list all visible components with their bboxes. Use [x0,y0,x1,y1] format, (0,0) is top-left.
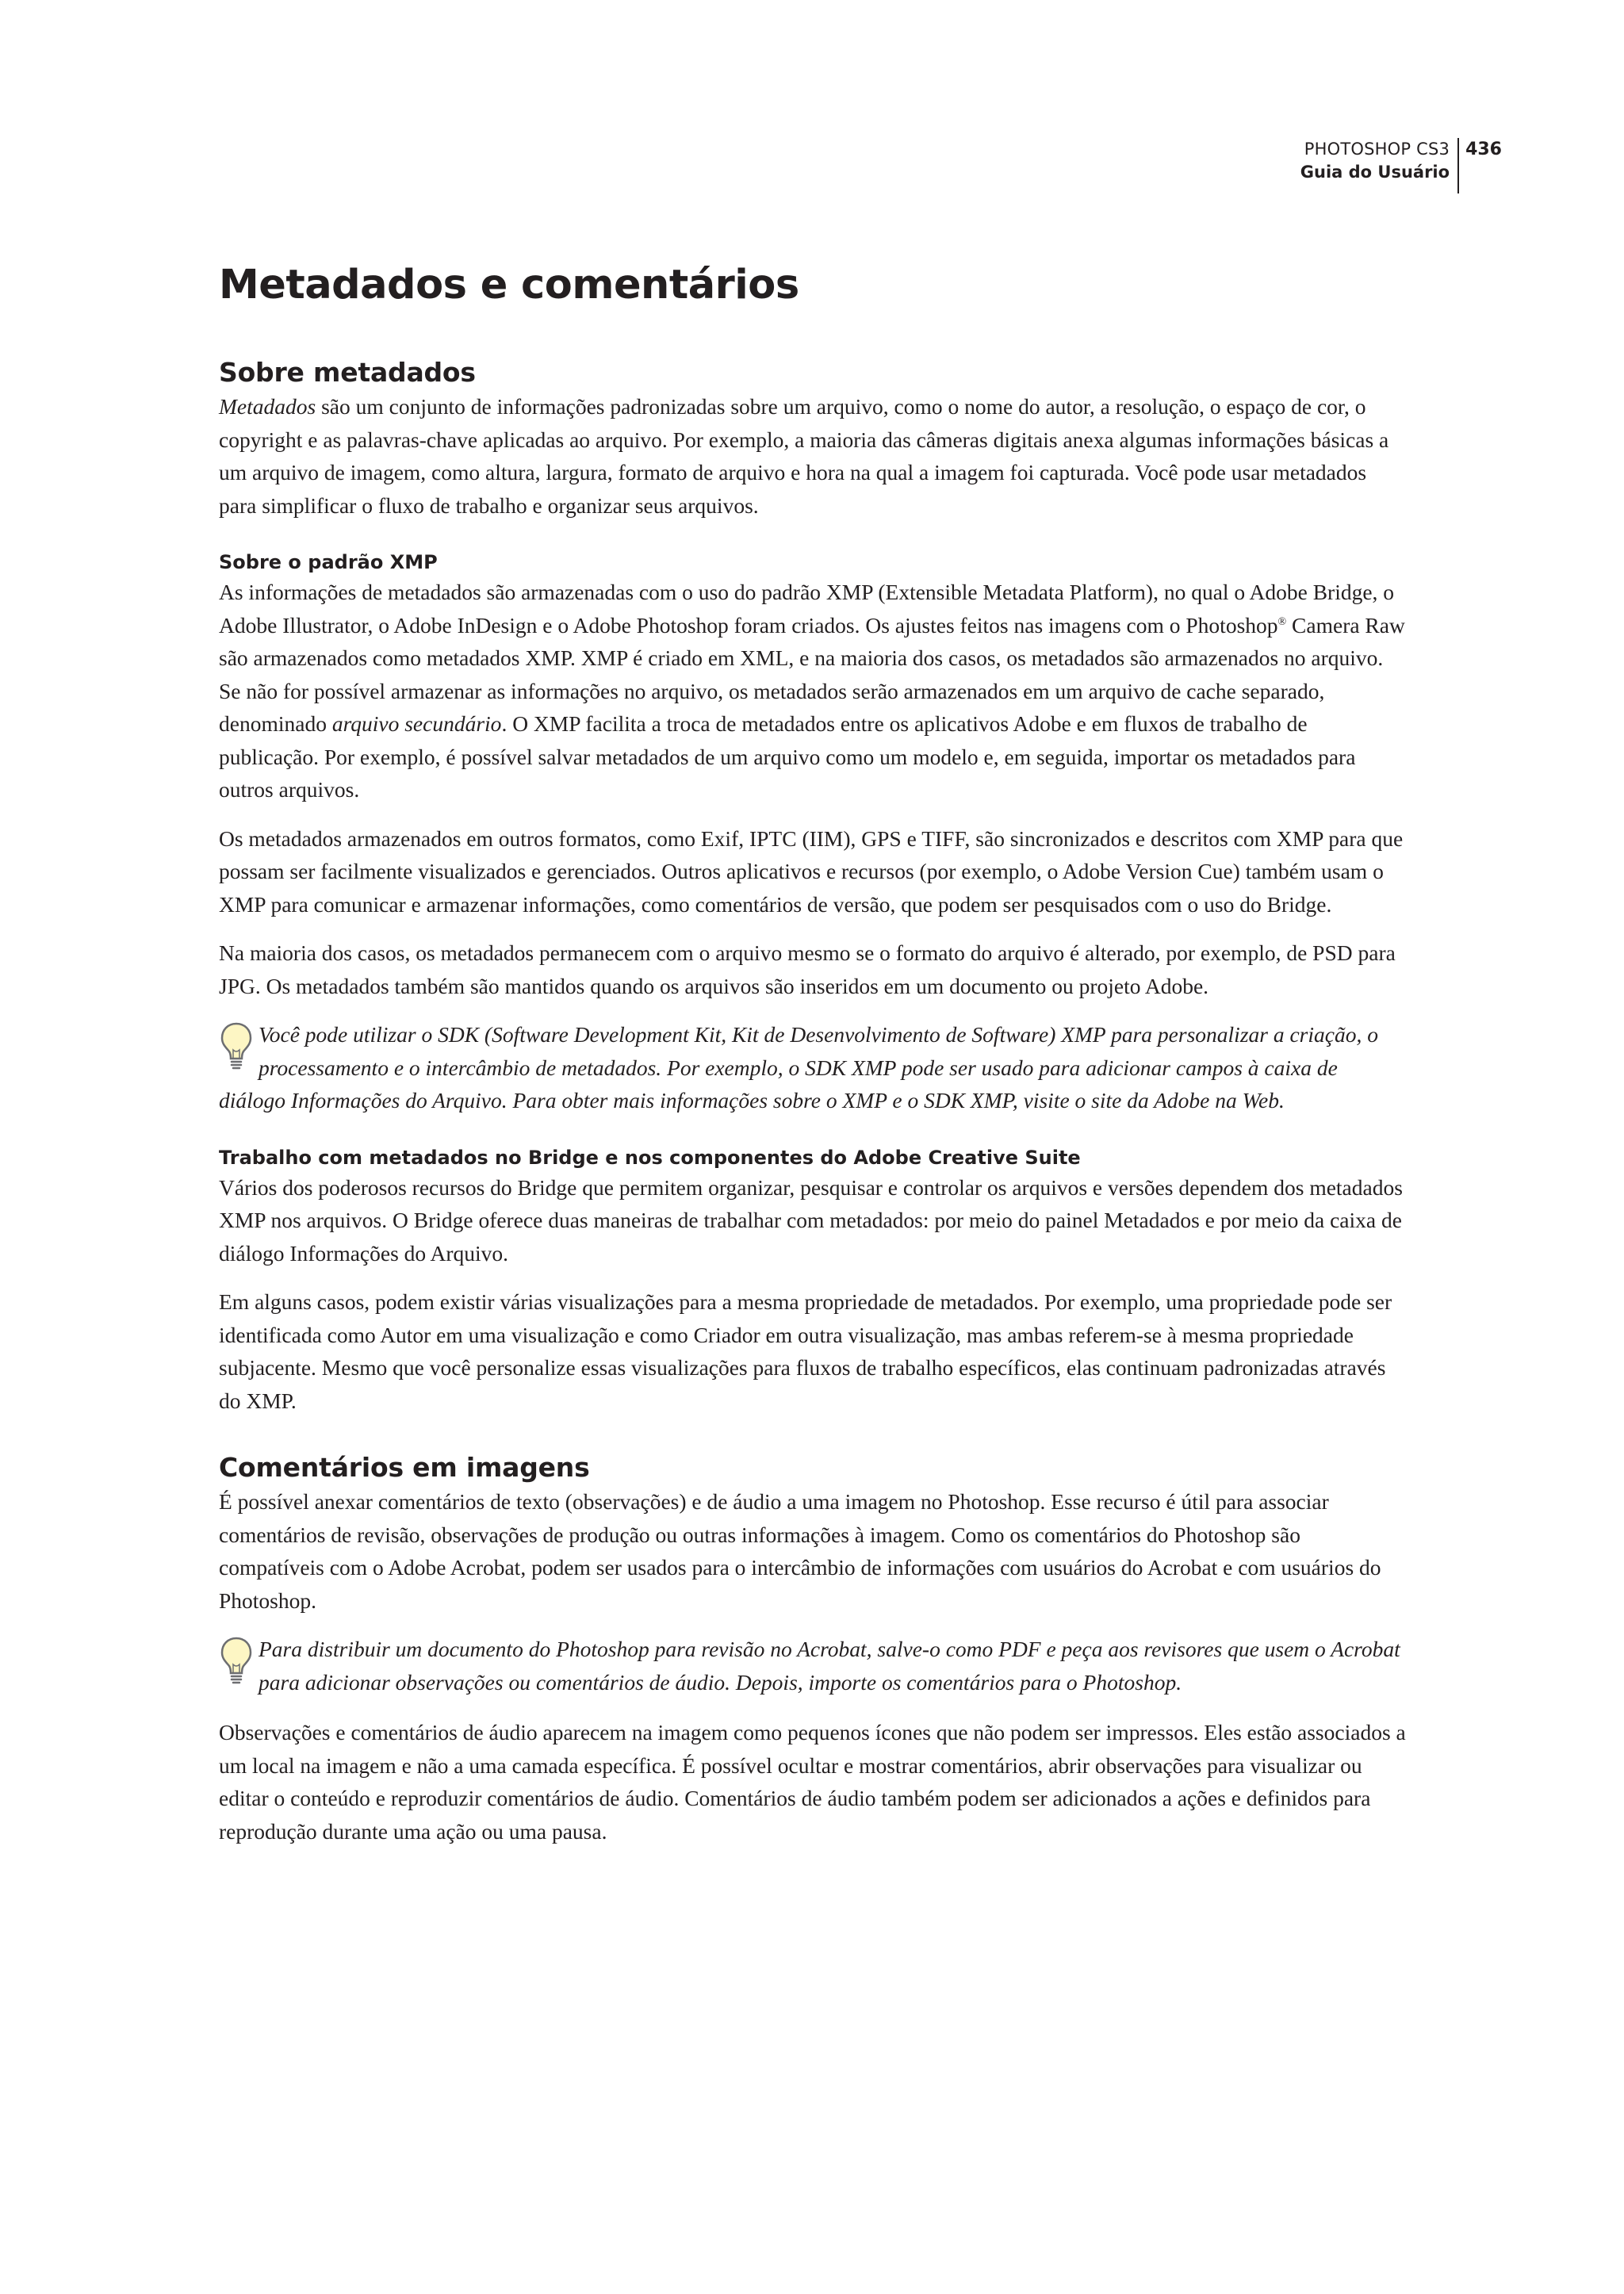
header-product: PHOTOSHOP CS3 [1304,140,1450,159]
paragraph: Em alguns casos, podem existir várias visualizações para a mesma propriedade de metadados. Por exemplo, uma propriedade pode ser identificada como Autor em uma visualização e como Criador em outra visualização, mas ambas referem-se à mesma propriedade subjacente. Mesmo que você personalize essas visualizações para fluxos de trabalho específicos, elas continuam padronizadas através do XMP. [219,1289,1392,1413]
page-content [219,260,1408,1863]
section-sobre-metadados [219,355,1408,522]
paragraph-text: Camera Raw são armazenados como metadados XMP. XMP é criado em XML, e na maioria dos casos, os metadados são armazenados no arquivo. Se não for possível armazenar as informações no arquivo, os metadados serão armazenados em um arquivo de cache separado, denominado [219,612,1405,736]
section-heading: Sobre metadados [219,357,476,388]
registered-mark: ® [1277,615,1287,628]
paragraph [219,576,1408,806]
header-guide: Guia do Usuário [1300,163,1450,182]
tip-text: Você pode utilizar o SDK (Software Development Kit, Kit de Desenvolvimento de Software) XMP para personalizar a criação, o processamento e o intercâmbio de metadados. Por exemplo, o SDK XMP pode ser usado para adicionar campos à caixa de diálogo Informações do Arquivo. Para obter mais informações sobre o XMP e o SDK XMP, visite o site da Adobe na Web. [219,1022,1378,1113]
tip [219,1633,1408,1698]
term: arquivo secundário [331,711,502,736]
section-padrao-xmp [219,549,1408,1117]
subsection-heading: Trabalho com metadados no Bridge e nos componentes do Adobe Creative Suite [219,1146,1081,1169]
term: Metadados [219,394,316,419]
paragraph [219,390,1408,522]
subsection-heading: Sobre o padrão XMP [219,551,438,573]
running-header [1300,138,1502,193]
page-number: 436 [1465,140,1502,159]
lightbulb-icon [219,1021,254,1072]
paragraph: Os metadados armazenados em outros formatos, como Exif, IPTC (IIM), GPS e TIFF, são sincronizados e descritos com XMP para que possam ser facilmente visualizados e gerenciados. Outros aplicativos e recursos (por exemplo, o Adobe Version Cue) também usam o XMP para comunicar e armazenar informações, como comentários de versão, que podem ser pesquisados com o uso do Bridge. [219,825,1404,917]
section-comentarios [219,1450,1408,1848]
section-heading: Comentários em imagens [219,1452,590,1483]
paragraph: É possível anexar comentários de texto (observações) e de áudio a uma imagem no Photoshop. Esse recurso é útil para associar comentários de revisão, observações de produção ou outras informações à imagem. Como os comentários do Photoshop são compatíveis com o Adobe Acrobat, podem ser usados para o intercâmbio de informações com usuários do Acrobat e com usuários do Photoshop. [219,1489,1381,1613]
paragraph: Observações e comentários de áudio aparecem na imagem como pequenos ícones que não podem ser impressos. Eles estão associados a um local na imagem e não a uma camada específica. É possível ocultar e mostrar comentários, abrir observações para visualizar ou editar o conteúdo e reproduzir comentários de áudio. Comentários de áudio também podem ser adicionados a ações e definidos para reprodução durante uma ação ou uma pausa. [219,1720,1406,1844]
tip [219,1018,1408,1117]
paragraph: Vários dos poderosos recursos do Bridge que permitem organizar, pesquisar e controlar os arquivos e versões dependem dos metadados XMP nos arquivos. O Bridge oferece duas maneiras de trabalhar com metadados: por meio do painel Metadados e por meio da caixa de diálogo Informações do Arquivo. [219,1174,1403,1266]
paragraph: Na maioria dos casos, os metadados permanecem com o arquivo mesmo se o formato do arquivo é alterado, por exemplo, de PSD para JPG. Os metadados também são mantidos quando os arquivos são inseridos em um documento ou projeto Adobe. [219,940,1396,998]
lightbulb-icon [219,1636,254,1687]
paragraph-text: são um conjunto de informações padronizadas sobre um arquivo, como o nome do autor, a resolução, o espaço de cor, o copyright e as palavras-chave aplicadas ao arquivo. Por exemplo, a maioria das câmeras digitais anexa algumas informações básicas a um arquivo de imagem, como altura, largura, formato de arquivo e hora na qual a imagem foi capturada. Você pode usar metadados para simplificar o fluxo de trabalho e organizar seus arquivos. [219,394,1389,518]
page-title: Metadados e comentários [219,262,799,308]
header-text [1300,138,1457,193]
tip-text: Para distribuir um documento do Photoshop para revisão no Acrobat, salve-o como PDF e peça aos revisores que usem o Acrobat para adicionar observações ou comentários de áudio. Depois, importe os comentários para o Photoshop. [259,1637,1400,1695]
section-bridge [219,1144,1408,1418]
paragraph-text: . O XMP facilita a troca de metadados entre os aplicativos Adobe e em fluxos de trabalho de publicação. Por exemplo, é possível salvar metadados de um arquivo como um modelo e, em seguida, importar os metadados para outros arquivos. [219,711,1356,802]
paragraph-text: As informações de metadados são armazenadas com o uso do padrão XMP (Extensible Metadata Platform), no qual o Adobe Bridge, o Adobe Illustrator, o Adobe InDesign e o Adobe Photoshop foram criados. Os ajustes feitos nas imagens com o Photoshop [219,580,1395,638]
